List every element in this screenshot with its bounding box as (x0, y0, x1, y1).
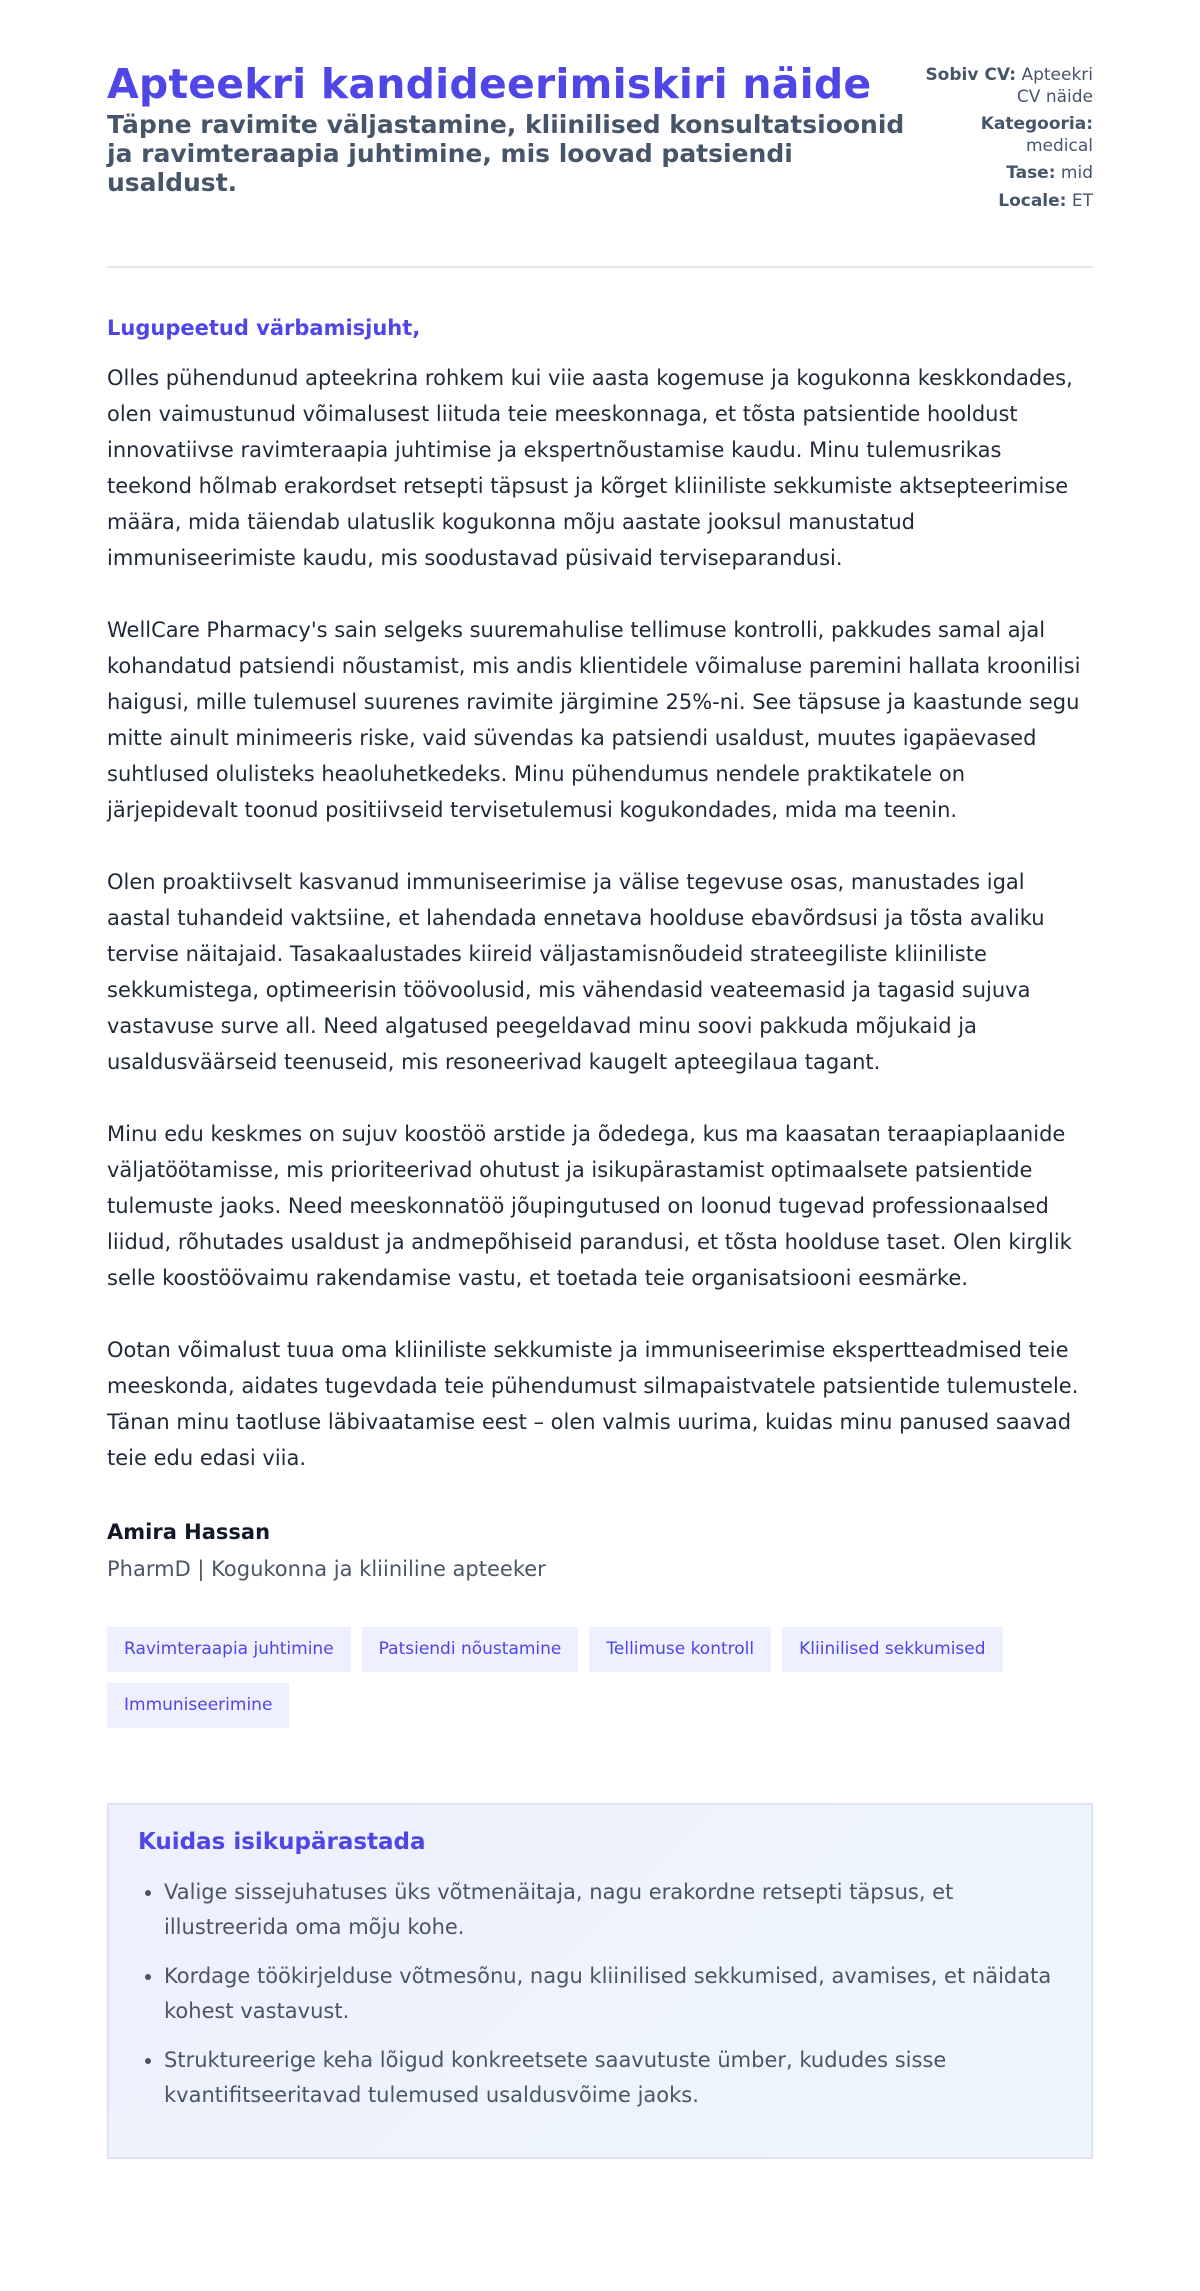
tip-item: • Valige sissejuhatuses üks võtmenäitaja, nagu erakordne retsepti täpsus, et illustreerida oma mõju kohe. (164, 1875, 1062, 1945)
personalization-tips-box (107, 1803, 1093, 2159)
tips-title: Kuidas isikupärastada (138, 1829, 426, 1856)
meta-locale-value: ET (1071, 190, 1093, 211)
letter-greeting: Lugupeetud värbamisjuht, (107, 316, 421, 341)
signature-block (107, 1520, 1093, 1581)
meta-category-value: medical (1025, 135, 1093, 156)
meta-cv-value[interactable]: Apteekri CV näide (1016, 65, 1093, 107)
letter-paragraph-5: Ootan võimalust tuua oma kliiniliste sekkumiste ja immuniseerimise ekspertteadmised teie meeskonda, aidates tugevdada teie pühendumust silmapaistvatele patsientide tulemustele. Tänan minu taotluse läbivaatamise eest – olen valmis uurima, kuidas minu panused saavad teie edu edasi viia. (107, 1338, 1079, 1471)
meta-category-key: Kategooria: (980, 114, 1093, 135)
meta-cv-key: Sobiv CV: (925, 65, 1017, 85)
meta-category (925, 114, 1093, 157)
meta-cv (925, 65, 1093, 108)
skill-tag[interactable]: Tellimuse kontroll (589, 1627, 771, 1672)
title-block (107, 62, 925, 197)
signature-title: PharmD | Kogukonna ja kliiniline apteeker (107, 1557, 546, 1582)
meta-locale (925, 191, 1093, 213)
letter-paragraph-3: Olen proaktiivselt kasvanud immuniseerimise ja välise tegevuse osas, manustades igal aastal tuhandeid vaktsiine, et lahendada ennetava hoolduse ebavõrdsusi ja tõsta avaliku tervise näitajaid. Tasakaalustades kiireid väljastamisnõudeid strateegiliste kliiniliste sekkumistega, optimeerisin töövoolusid, mis vähendasid veateemasid ja tagasid sujuva vastavuse surve all. Need algatused peegeldavad minu soovi pakkuda mõjukaid ja usaldusväärseid teenuseid, mis resoneerivad kaugelt apteegilaua tagant. (107, 870, 1045, 1075)
meta-level (925, 163, 1093, 185)
skill-tag[interactable]: Patsiendi nõustamine (362, 1627, 579, 1672)
page-header (107, 62, 1093, 218)
letter-paragraph-2: WellCare Pharmacy's sain selgeks suuremahulise tellimuse kontrolli, pakkudes samal ajal kohandatud patsiendi nõustamist, mis andis klientidele võimaluse paremini hallata kroonilisi haigusi, mille tulemusel suurenes ravimite järgimine 25%-ni. See täpsuse ja kaastunde segu mitte ainult minimeeris riske, vaid süvendas ka patsiendi usaldust, muutes igapäevased suhtlused olulisteks heaoluhetkedeks. Minu pühendumus nendele praktikatele on järjepidevalt toonud positiivseid tervisetulemusi kogukondades, mida ma teenin. (107, 618, 1081, 823)
letter-body (107, 360, 1093, 1476)
tip-item: • Struktureerige keha lõigud konkreetsete saavutuste ümber, kududes sisse kvantifitseeritavad tulemused usaldusvõime jaoks. (164, 2043, 1062, 2113)
letter-paragraph-4: Minu edu keskmes on sujuv koostöö arstide ja õdedega, kus ma kaasatan teraapiaplaanide väljatöötamisse, mis prioriteerivad ohutust ja isikupärastamist optimaalsete patsientide tulemuste jaoks. Need meeskonnatöö jõupingutused on loonud tugevad professionaalsed liidud, rõhutades usaldust ja andmepõhiseid parandusi, et tõsta hoolduse taset. Olen kirglik selle koostöövaimu rakendamise vastu, et toetada teie organisatsiooni eesmärke. (107, 1122, 1072, 1291)
meta-locale-key: Locale: (998, 190, 1067, 211)
page-subtitle: Täpne ravimite väljastamine, kliinilised konsultatsioonid ja ravimteraapia juhtimine, mis loovad patsiendi usaldust. (107, 109, 905, 197)
skill-tags (107, 1627, 1067, 1728)
letter-paragraph-1: Olles pühendunud apteekrina rohkem kui viie aasta kogemuse ja kogukonna keskkondades, olen vaimustunud võimalusest liituda teie meeskonnaga, et tõsta patsientide hooldust innovatiivse ravimteraapia juhtimise ja ekspertnõustamise kaudu. Minu tulemusrikas teekond hõlmab erakordset retsepti täpsust ja kõrget kliiniliste sekkumiste aktsepteerimise määra, mida täiendab ulatuslik kogukonna mõju aastate jooksul manustatud immuniseerimiste kaudu, mis soodustavad püsivaid terviseparandusi. (107, 366, 1073, 571)
page-title: Apteekri kandideerimiskiri näide (107, 60, 872, 108)
meta-level-value: mid (1060, 163, 1093, 184)
meta-level-key: Tase: (1006, 163, 1056, 184)
meta-panel (925, 65, 1093, 218)
signature-name: Amira Hassan (107, 1520, 271, 1545)
header-divider (107, 266, 1093, 268)
skill-tag[interactable]: Kliinilised sekkumised (782, 1627, 1002, 1672)
tips-list (138, 1875, 1062, 2113)
tip-item: • Kordage töökirjelduse võtmesõnu, nagu kliinilised sekkumised, avamises, et näidata kohest vastavust. (164, 1959, 1062, 2029)
skill-tag[interactable]: Immuniseerimine (107, 1683, 289, 1728)
skill-tag[interactable]: Ravimteraapia juhtimine (107, 1627, 351, 1672)
